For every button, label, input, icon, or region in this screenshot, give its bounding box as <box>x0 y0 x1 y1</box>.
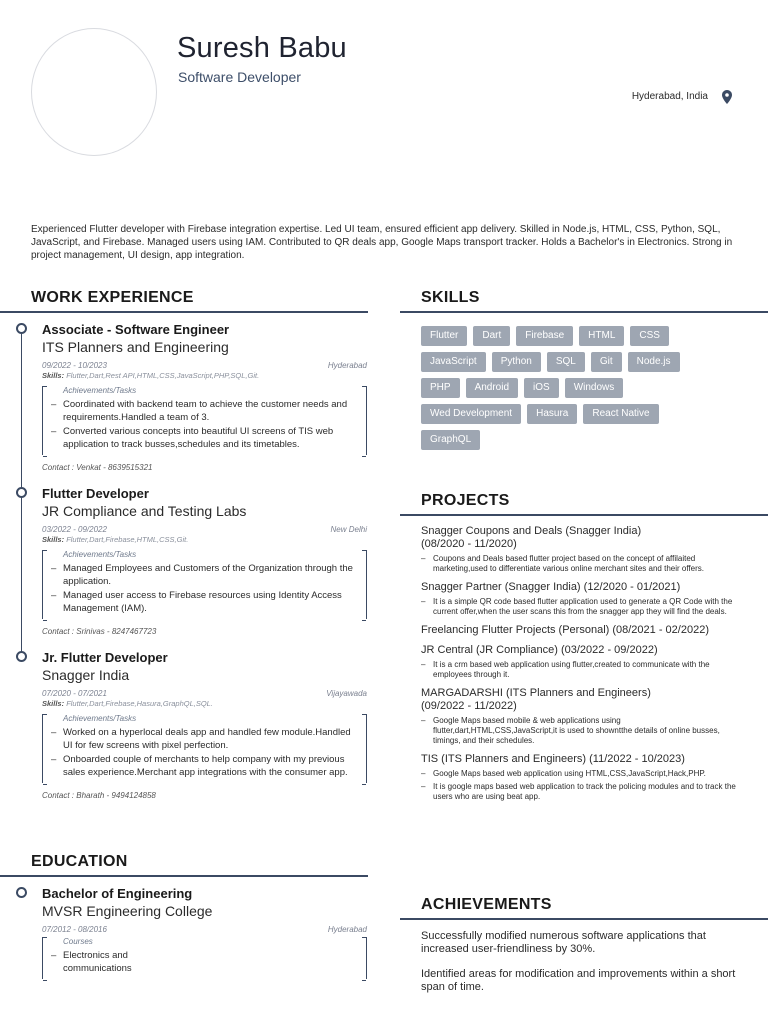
project-entry <box>421 644 741 680</box>
project-detail: – Coupons and Deals based flutter project based on the concept of affilaited marketing,used to differentiate various online merchant sites and their offers. <box>421 554 741 574</box>
skills-divider <box>400 311 768 313</box>
job-company: JR Compliance and Testing Labs <box>42 503 247 519</box>
timeline-dot <box>16 887 27 898</box>
project-title: TIS (ITS Planners and Engineers) (11/2022 - 10/2023) <box>421 753 685 765</box>
job-entry <box>42 486 367 637</box>
job-company: ITS Planners and Engineering <box>42 339 229 355</box>
skill-chip: GraphQL <box>421 430 480 450</box>
project-entry <box>421 525 741 574</box>
education-city: Hyderabad <box>327 925 367 934</box>
contact-value: Venkat - 8639515321 <box>76 463 153 472</box>
job-title: Flutter Developer <box>42 486 149 501</box>
job-meta <box>42 689 367 699</box>
job-city: New Delhi <box>330 525 367 534</box>
skill-chip: CSS <box>630 326 669 346</box>
contact-value: Srinivas - 8247467723 <box>76 627 157 636</box>
achievement-item: – Converted various concepts into beautiful UI screens of TIS web application to track busses,schedules and its timetables. <box>63 426 360 451</box>
skill-chip: Windows <box>565 378 624 398</box>
achievements-heading: Achievements/Tasks <box>63 714 137 723</box>
achievement-item: – Coordinated with backend team to achieve the customer needs and requirements.Handled a team of 3. <box>63 399 360 424</box>
education-entry <box>42 886 367 979</box>
achievement-text: Successfully modified numerous software applications that increased user-friendliness by 30%. <box>421 930 706 955</box>
projects-divider <box>400 514 768 516</box>
timeline-dot <box>16 487 27 498</box>
achievements-heading: Achievements/Tasks <box>63 386 137 395</box>
job-entry <box>42 650 367 801</box>
project-title: Snagger Coupons and Deals (Snagger India) (08/2020 - 11/2020) <box>421 525 642 550</box>
job-skills <box>42 535 367 545</box>
skill-chip: Wed Development <box>421 404 521 424</box>
profile-summary: Experienced Flutter developer with Firebase integration expertise. Led UI team, ensured efficient app delivery. Skilled in Node.js, HTML, CSS, Python, SQL, JavaScript, and Firebase. Managed users using IAM. Contributed to QR deals app, Google Maps transport tracker. Holds a Bachelor's in Electronics. Strong in project management, UI design, app integration. <box>31 224 733 261</box>
contact-value: Bharath - 9494124858 <box>76 791 156 800</box>
job-city: Hyderabad <box>327 361 367 370</box>
achievement-item: – Managed user access to Firebase resources using Identity Access Management (IAM). <box>63 590 360 615</box>
project-title: Freelancing Flutter Projects (Personal) (08/2021 - 02/2022) <box>421 624 709 636</box>
skill-chip: Flutter <box>421 326 467 346</box>
achievement-item: – Managed Employees and Customers of the Organization through the application. <box>63 563 360 588</box>
job-skills-list: Flutter,Dart,Firebase,HTML,CSS,Git. <box>66 535 189 544</box>
skills-heading: SKILLS <box>421 289 480 306</box>
education-heading: EDUCATION <box>31 853 128 870</box>
achievements-divider <box>400 918 768 920</box>
timeline-dot <box>16 323 27 334</box>
projects-list <box>421 525 741 809</box>
skill-chip: React Native <box>583 404 658 424</box>
achievements-heading: Achievements/Tasks <box>63 550 137 559</box>
courses-heading: Courses <box>63 937 93 946</box>
achievement-item: – Worked on a hyperlocal deals app and handled few module.Handled UI for few screens with pixel perfection. <box>63 727 360 752</box>
achievement-item: – Onboarded couple of merchants to help company with my previous sales experience.Merchant app integrations with the consumer app. <box>63 754 360 779</box>
contact-label: Contact : <box>42 463 75 472</box>
skill-chip: PHP <box>421 378 460 398</box>
job-skills-label: Skills: <box>42 535 65 544</box>
project-entry <box>421 624 741 637</box>
job-dates: 09/2022 - 10/2023 <box>42 361 107 370</box>
map-pin-icon <box>722 90 732 104</box>
job-company: Snagger India <box>42 667 130 683</box>
project-entry <box>421 687 741 746</box>
job-skills-list: Flutter,Dart,Rest API,HTML,CSS,JavaScript,PHP,SQL,Git. <box>66 371 260 380</box>
job-skills-list: Flutter,Dart,Firebase,Hasura,GraphQL,SQL. <box>66 699 213 708</box>
job-dates: 03/2022 - 09/2022 <box>42 525 107 534</box>
skill-chip: Firebase <box>516 326 573 346</box>
education-meta <box>42 925 367 935</box>
courses-box <box>42 937 367 979</box>
project-title: JR Central (JR Compliance) (03/2022 - 09/2022) <box>421 644 658 656</box>
job-meta <box>42 361 367 371</box>
timeline-dot <box>16 651 27 662</box>
project-detail: – It is a simple QR code based flutter application used to generate a QR Code with the current offer,when the user scans this from the snagger app they will find the deals. <box>421 597 741 617</box>
achievements-box <box>42 386 367 455</box>
skill-chip: iOS <box>524 378 559 398</box>
skill-chip: Dart <box>473 326 510 346</box>
achievements-box <box>42 714 367 783</box>
achievement-text: Identified areas for modification and improvements within a short span of time. <box>421 968 736 993</box>
job-title: Associate - Software Engineer <box>42 322 230 337</box>
course-item: – Electronics and communications <box>63 950 153 975</box>
project-title: Snagger Partner (Snagger India) (12/2020 - 01/2021) <box>421 581 681 593</box>
contact-label: Contact : <box>42 791 75 800</box>
job-title: Jr. Flutter Developer <box>42 650 168 665</box>
achievements-box <box>42 550 367 619</box>
profile-name: Suresh Babu <box>177 32 347 64</box>
project-detail: – It is a crm based web application using flutter,created to communicate with the employees through it. <box>421 660 741 680</box>
job-skills <box>42 371 367 381</box>
skill-chip: Hasura <box>527 404 577 424</box>
project-entry <box>421 581 741 617</box>
education-divider <box>0 875 368 877</box>
profile-location: Hyderabad, India <box>631 91 708 102</box>
education-dates: 07/2012 - 08/2016 <box>42 925 107 934</box>
project-detail: – Google Maps based mobile & web applications using flutter,dart,HTML,CSS,JavaScript,it is used to showntthe details of online busses, timings, and their schedules. <box>421 716 741 746</box>
job-entry <box>42 322 367 473</box>
skills-list <box>421 326 721 450</box>
skill-chip: JavaScript <box>421 352 486 372</box>
job-skills-label: Skills: <box>42 699 65 708</box>
projects-heading: PROJECTS <box>421 492 510 509</box>
education-college: MVSR Engineering College <box>42 903 213 919</box>
skill-chip: Python <box>492 352 541 372</box>
job-contact <box>42 791 367 801</box>
job-meta <box>42 525 367 535</box>
job-city: Vijayawada <box>326 689 367 698</box>
skill-chip: Android <box>466 378 518 398</box>
skill-chip: SQL <box>547 352 585 372</box>
skill-chip: HTML <box>579 326 624 346</box>
project-title: MARGADARSHI (ITS Planners and Engineers) (09/2022 - 11/2022) <box>421 687 651 712</box>
achievements-heading: ACHIEVEMENTS <box>421 896 552 913</box>
job-skills <box>42 699 367 709</box>
work-experience-heading: WORK EXPERIENCE <box>31 289 194 306</box>
job-skills-label: Skills: <box>42 371 65 380</box>
avatar <box>31 28 157 156</box>
job-dates: 07/2020 - 07/2021 <box>42 689 107 698</box>
profile-role: Software Developer <box>178 69 301 85</box>
project-detail: – It is google maps based web application to track the policing modules and to track the users who are using beat app. <box>421 782 741 802</box>
job-contact <box>42 463 367 473</box>
skill-chip: Node.js <box>628 352 680 372</box>
education-degree: Bachelor of Engineering <box>42 886 193 901</box>
skill-chip: Git <box>591 352 622 372</box>
contact-label: Contact : <box>42 627 75 636</box>
work-experience-divider <box>0 311 368 313</box>
project-detail: – Google Maps based web application using HTML,CSS,JavaScript,Hack,PHP. <box>421 769 741 779</box>
project-entry <box>421 753 741 802</box>
job-contact <box>42 627 367 637</box>
